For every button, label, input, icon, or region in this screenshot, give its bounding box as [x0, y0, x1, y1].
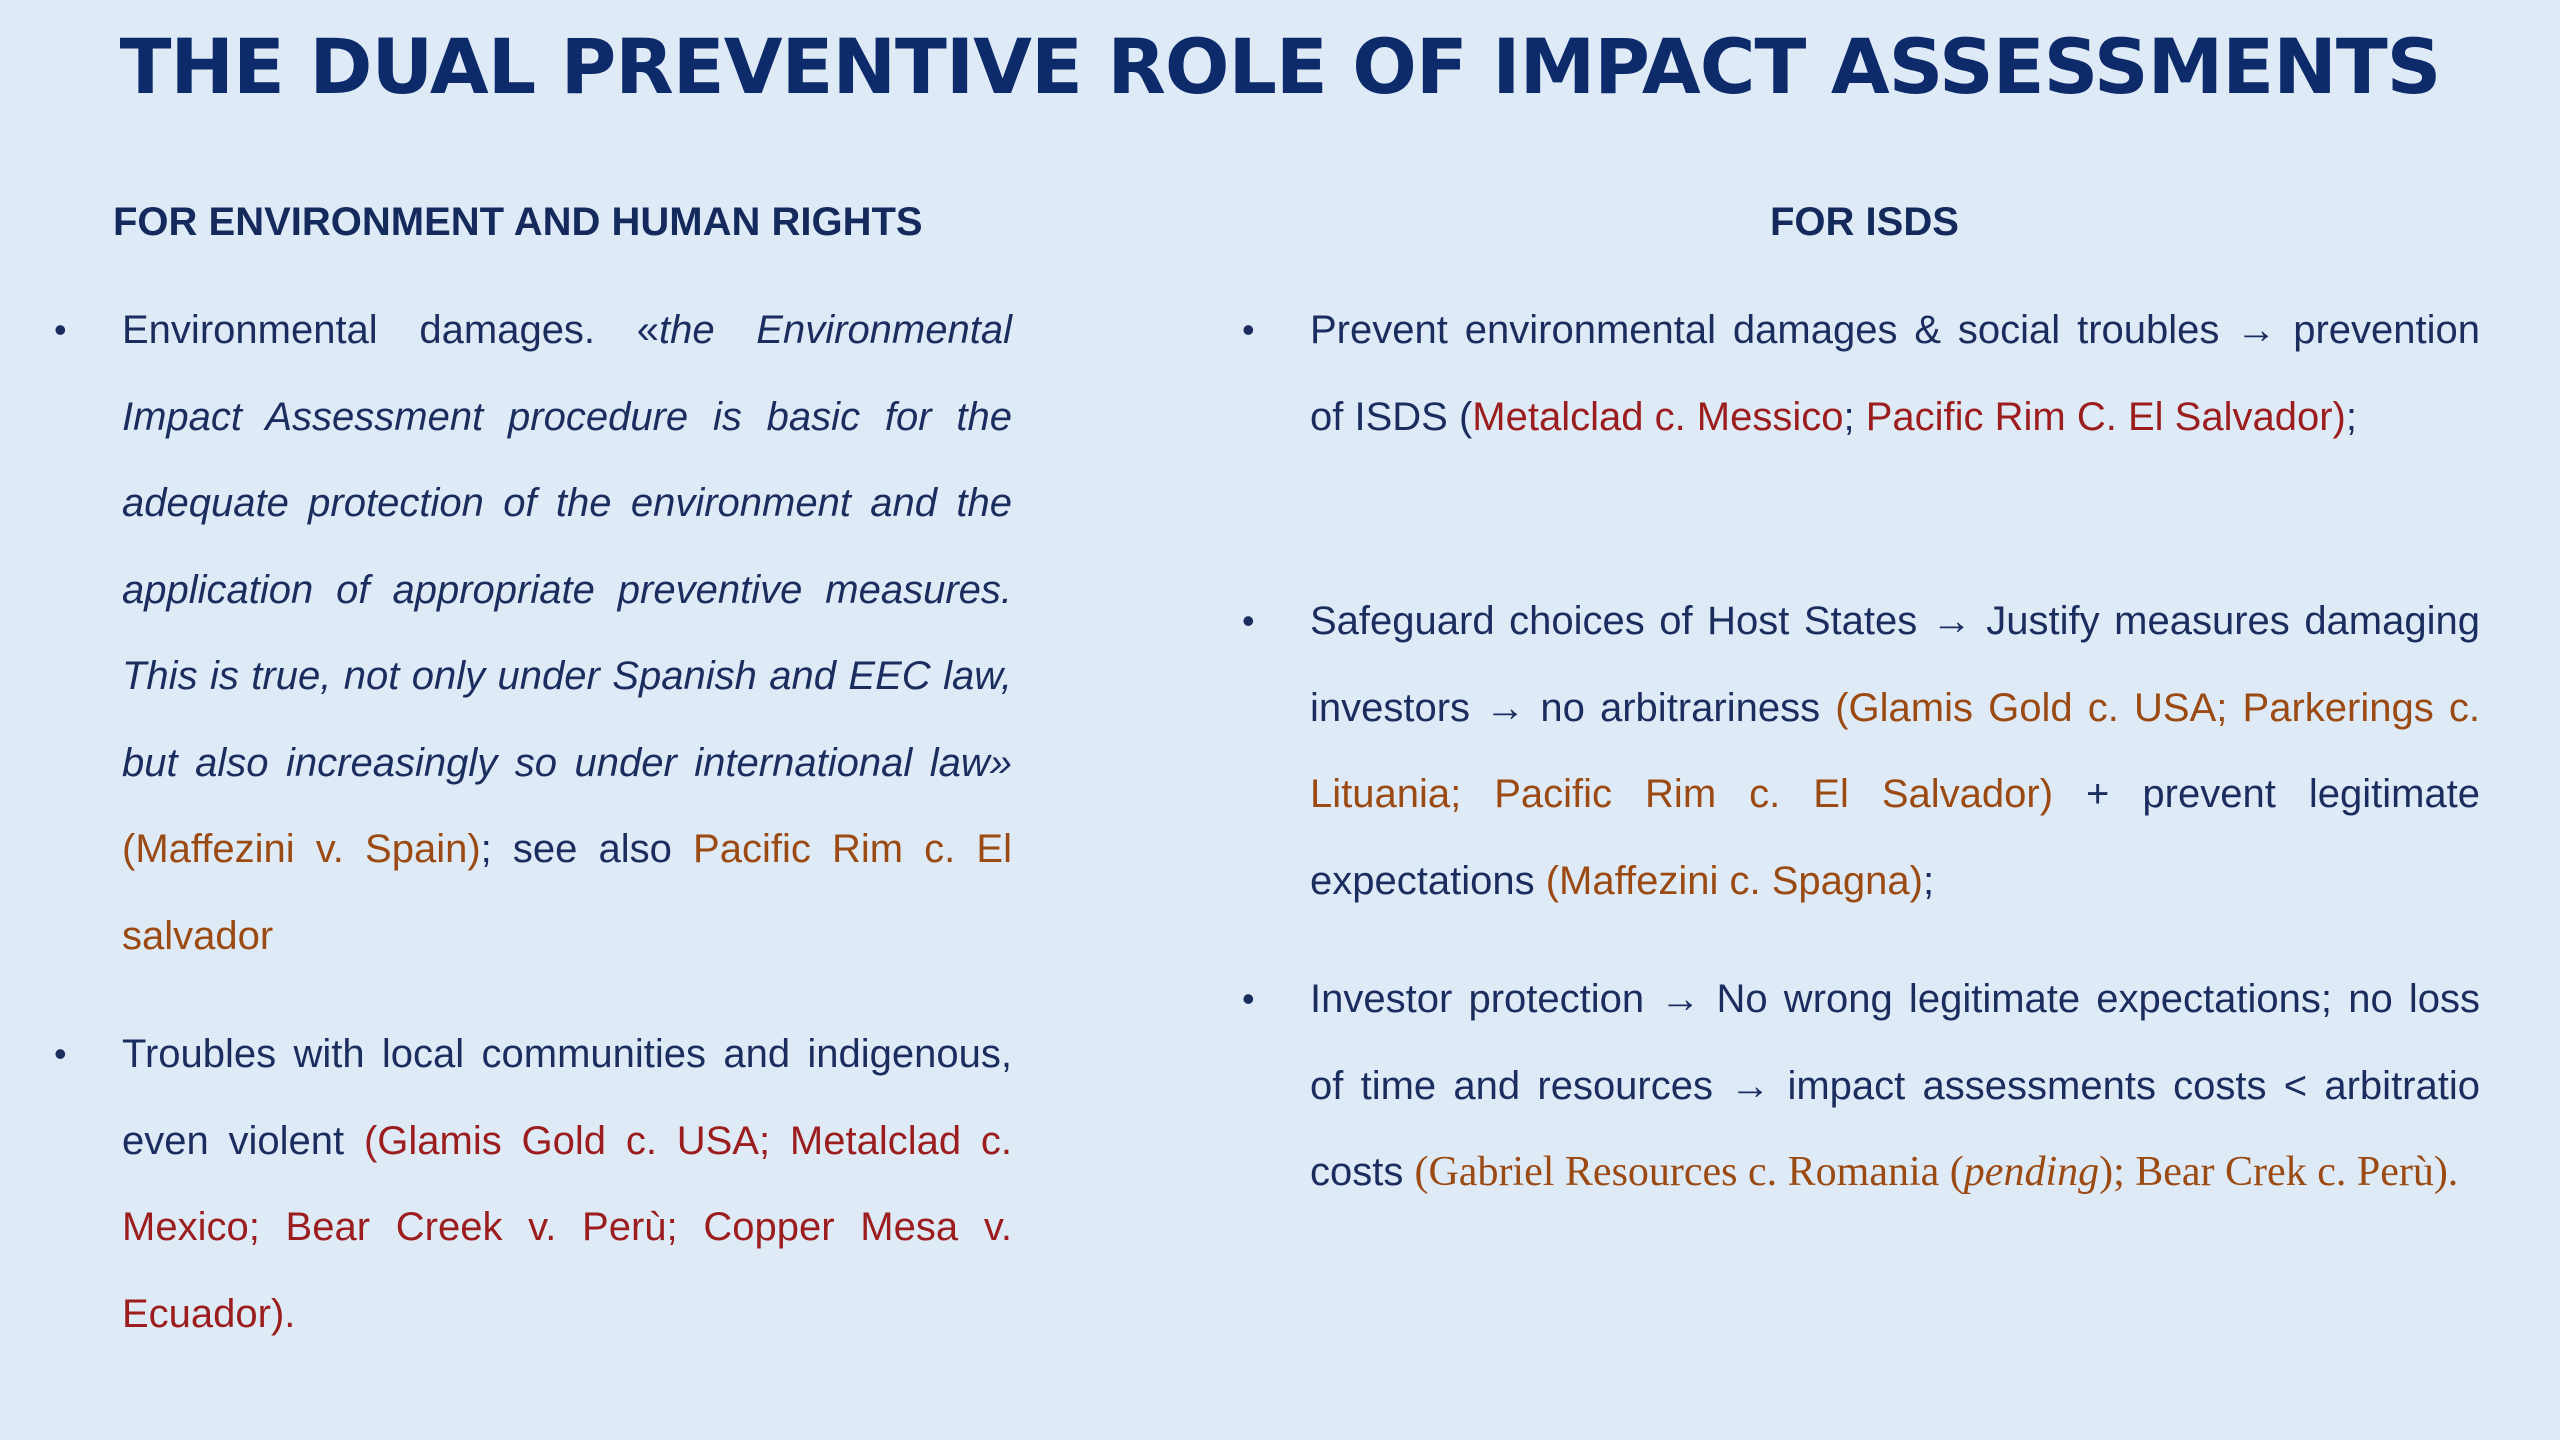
bullet-lead-text: Investor protection → No wrong legitimate expectations; no loss of time and resources → impact assessments costs < arbitratio costs	[1310, 977, 2480, 1194]
bullet-lead-text: Safeguard choices of Host States → Justify measures damaging investors → no arbitrariness	[1310, 599, 2480, 730]
bullet-end: ;	[1922, 858, 1935, 903]
right-column-heading: FOR ISDS	[1770, 200, 1959, 244]
left-column-heading: FOR ENVIRONMENT AND HUMAN RIGHTS	[113, 200, 923, 244]
left-bullet-troubles-communities	[54, 1011, 1013, 1357]
bullet-lead-text: Prevent environmental damages & social troubles → prevention of ISDS (	[1310, 308, 2480, 439]
case-reference: (Gabriel Resources c. Romania (	[1414, 1149, 1964, 1195]
case-reference: Metalclad c. Messico	[1472, 394, 1844, 439]
bullet-text: + prevent legitimate expectations	[1310, 772, 2481, 903]
case-reference: Pacific Rim C. El Salvador)	[1865, 394, 2346, 439]
case-reference: Pacific Rim c. El salvador	[122, 827, 1012, 958]
bullet-dot: •	[54, 1033, 67, 1074]
right-bullet-investor-protection	[1242, 956, 2480, 1216]
bullet-lead-text: Environmental damages. «	[122, 308, 659, 352]
bullet-lead-text: Troubles with local communities and indigenous, even violent	[122, 1032, 1012, 1163]
eia-quote: the Environmental Impact Assessment procedure is basic for the adequate protection of the environment and the application of appropriate preventive measures. This is true, not only under Spanish and EEC law, but also increasingly so under international law»	[122, 308, 1012, 785]
bullet-dot: •	[1242, 309, 1255, 350]
case-reference: (Glamis Gold c. USA; Parkerings c. Lituania; Pacific Rim c. El Salvador)	[1310, 685, 2480, 816]
bullet-text: ; see also	[480, 827, 694, 871]
case-reference: ); Bear Crek c. Perù).	[2099, 1149, 2459, 1195]
separator: ;	[1843, 394, 1866, 439]
bullet-dot: •	[1242, 978, 1255, 1019]
bullet-dot: •	[54, 309, 67, 350]
case-reference: (Maffezini v. Spain)	[122, 827, 481, 871]
bullet-dot: •	[1242, 600, 1255, 641]
case-reference: (Maffezini c. Spagna)	[1545, 858, 1923, 903]
right-bullet-prevent-damages	[1242, 287, 2480, 460]
bullet-end: ;	[2345, 394, 2357, 439]
slide-title: THE DUAL PREVENTIVE ROLE OF IMPACT ASSESSMENTS	[119, 22, 2441, 111]
pending-note: pending	[1963, 1149, 2100, 1195]
right-bullet-safeguard-choices	[1242, 578, 2481, 924]
case-reference: (Glamis Gold c. USA; Metalclad c. Mexico; Bear Creek v. Perù; Copper Mesa v. Ecuador).	[122, 1118, 1013, 1336]
left-bullet-environmental-damages	[54, 287, 1012, 979]
